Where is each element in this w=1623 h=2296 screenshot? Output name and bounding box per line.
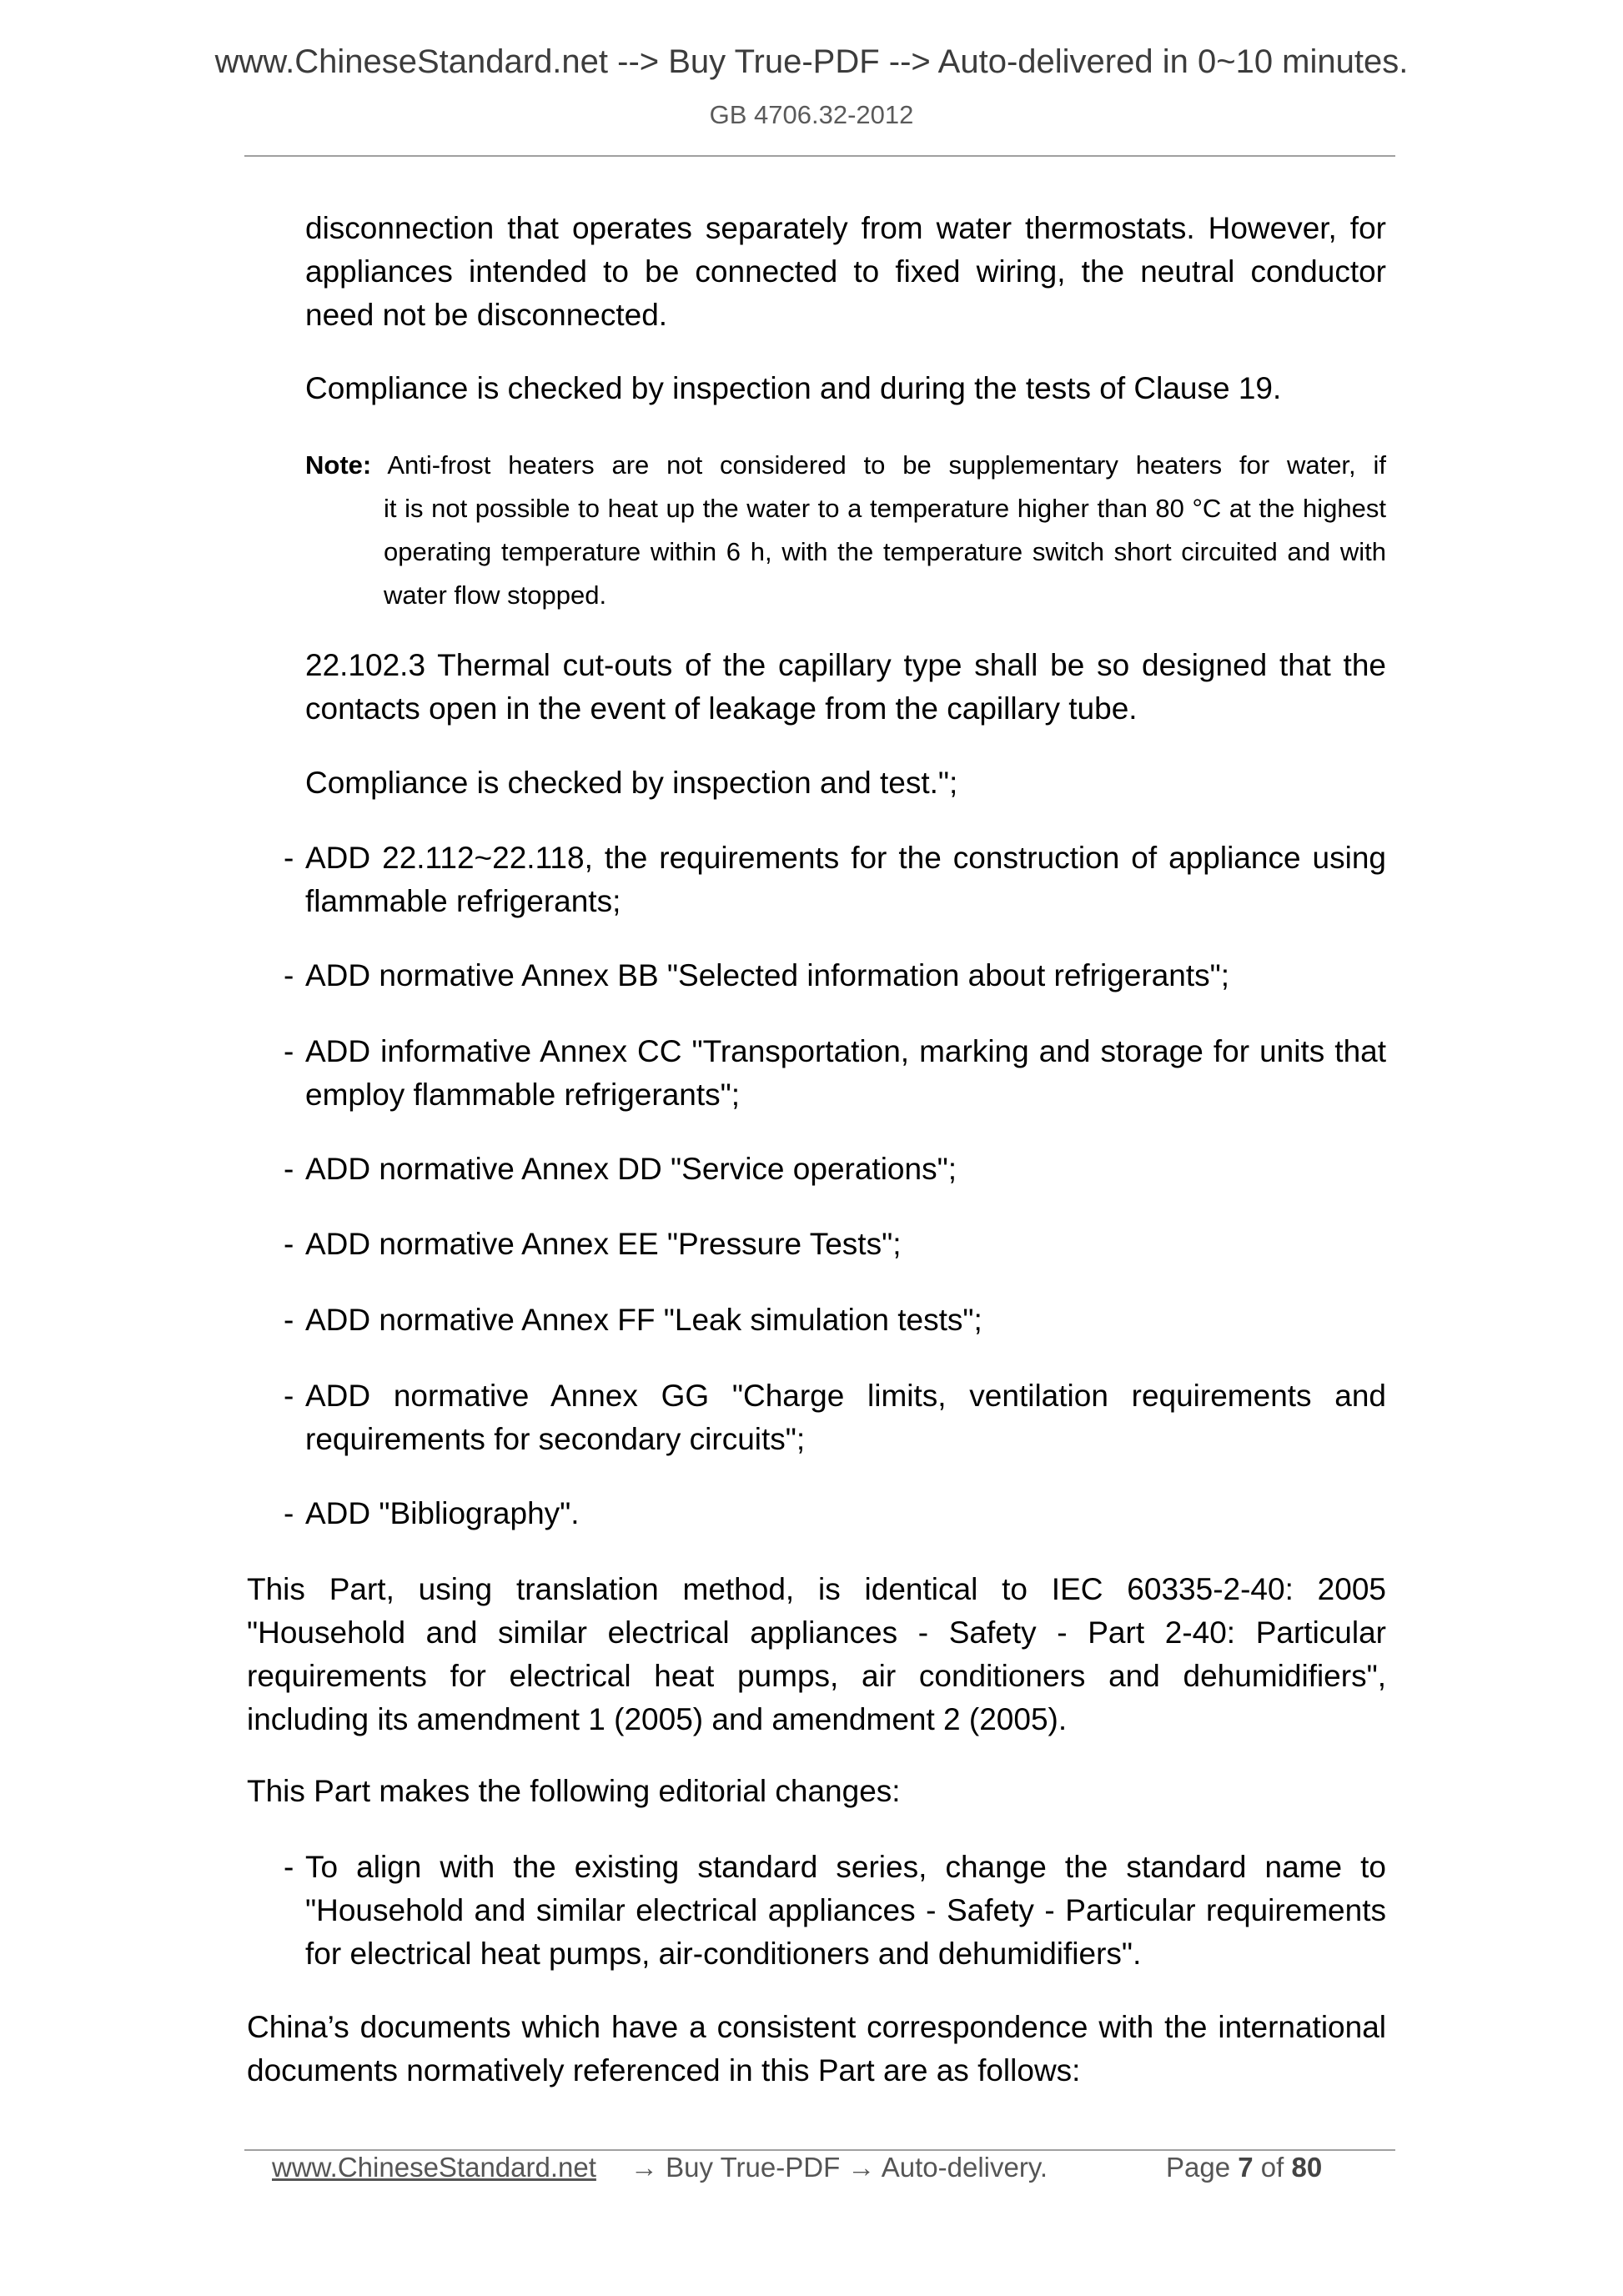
paragraph-compliance-clause19: Compliance is checked by inspection and during the tests of Clause 19. [305,371,1282,405]
list-dash: - [284,1152,294,1186]
footer-site-link[interactable]: www.ChineseStandard.net [272,2152,596,2183]
paragraph-compliance-test: Compliance is checked by inspection and test."; [305,766,958,800]
list-dash: - [284,1034,294,1068]
list-item: - ADD normative Annex FF "Leak simulation tests"; [284,1299,1386,1342]
standard-number: GB 4706.32-2012 [709,100,914,129]
note [305,444,1386,487]
header-divider [244,155,1395,157]
list-dash: - [284,1303,294,1337]
footer-delivery-text: → Buy True-PDF → Auto-delivery. [631,2152,1048,2183]
editorial-list-item: - To align with the existing standard series, change the standard name to "Household and similar electrical appliances - Safety - Particular requirements for electrical heat pumps, air-conditioners and dehumidifiers". [284,1846,1386,1976]
note-text-first: Anti-frost heaters are not considered to be supplementary heaters for water, if [387,450,1386,480]
footer-divider [244,2149,1395,2151]
note-label: Note: [305,450,372,480]
header-banner: www.ChineseStandard.net --> Buy True-PDF --> Auto-delivered in 0~10 minutes. [214,43,1409,80]
list-dash: - [284,1379,294,1413]
paragraph-editorial-changes: This Part makes the following editorial changes: [247,1774,901,1808]
list-item: - ADD "Bibliography". [284,1492,1386,1535]
list-dash: - [284,841,294,875]
paragraph-22-102-3: 22.102.3 Thermal cut-outs of the capillary type shall be so designed that the contacts open in the event of leakage from the capillary tube. [305,648,1386,726]
paragraph-china-documents: China’s documents which have a consistent correspondence with the international documents normatively referenced in this Part are as follows: [247,2010,1386,2088]
list-dash: - [284,1850,294,1884]
list-dash: - [284,958,294,992]
page-total: 80 [1291,2152,1323,2183]
note-text-rest: it is not possible to heat up the water to a temperature higher than 80 °C at the highest operating temperature within 6 h, with the temperature switch short circuited and with water flow stopped. [384,494,1386,610]
list-dash: - [284,1227,294,1261]
list-item: - ADD normative Annex EE "Pressure Tests"; [284,1223,1386,1266]
list-item: - ADD normative Annex DD "Service operations"; [284,1148,1386,1191]
paragraph-disconnection: disconnection that operates separately from water thermostats. However, for appliances intended to be connected to fixed wiring, the neutral conductor need not be disconnected. [305,211,1386,332]
page-number: 7 [1238,2152,1254,2183]
page-indicator: Page 7 of 80 [1166,2152,1323,2183]
list-item: - ADD normative Annex BB "Selected information about refrigerants"; [284,954,1386,997]
list-item: - ADD normative Annex GG "Charge limits, ventilation requirements and requirements for secondary circuits"; [284,1374,1386,1461]
list-item: - ADD 22.112~22.118, the requirements for the construction of appliance using flammable refrigerants; [284,837,1386,923]
list-dash: - [284,1496,294,1530]
paragraph-identical-iec: This Part, using translation method, is identical to IEC 60335-2-40: 2005 "Household and similar electrical appliances - Safety - Part 2-40: Particular requirements for electrical heat pumps, air conditioners and dehumidifiers", including its amendment 1 (2005) and amendment 2 (2005). [247,1572,1386,1736]
list-item: - ADD informative Annex CC "Transportation, marking and storage for units that employ flammable refrigerants"; [284,1030,1386,1117]
